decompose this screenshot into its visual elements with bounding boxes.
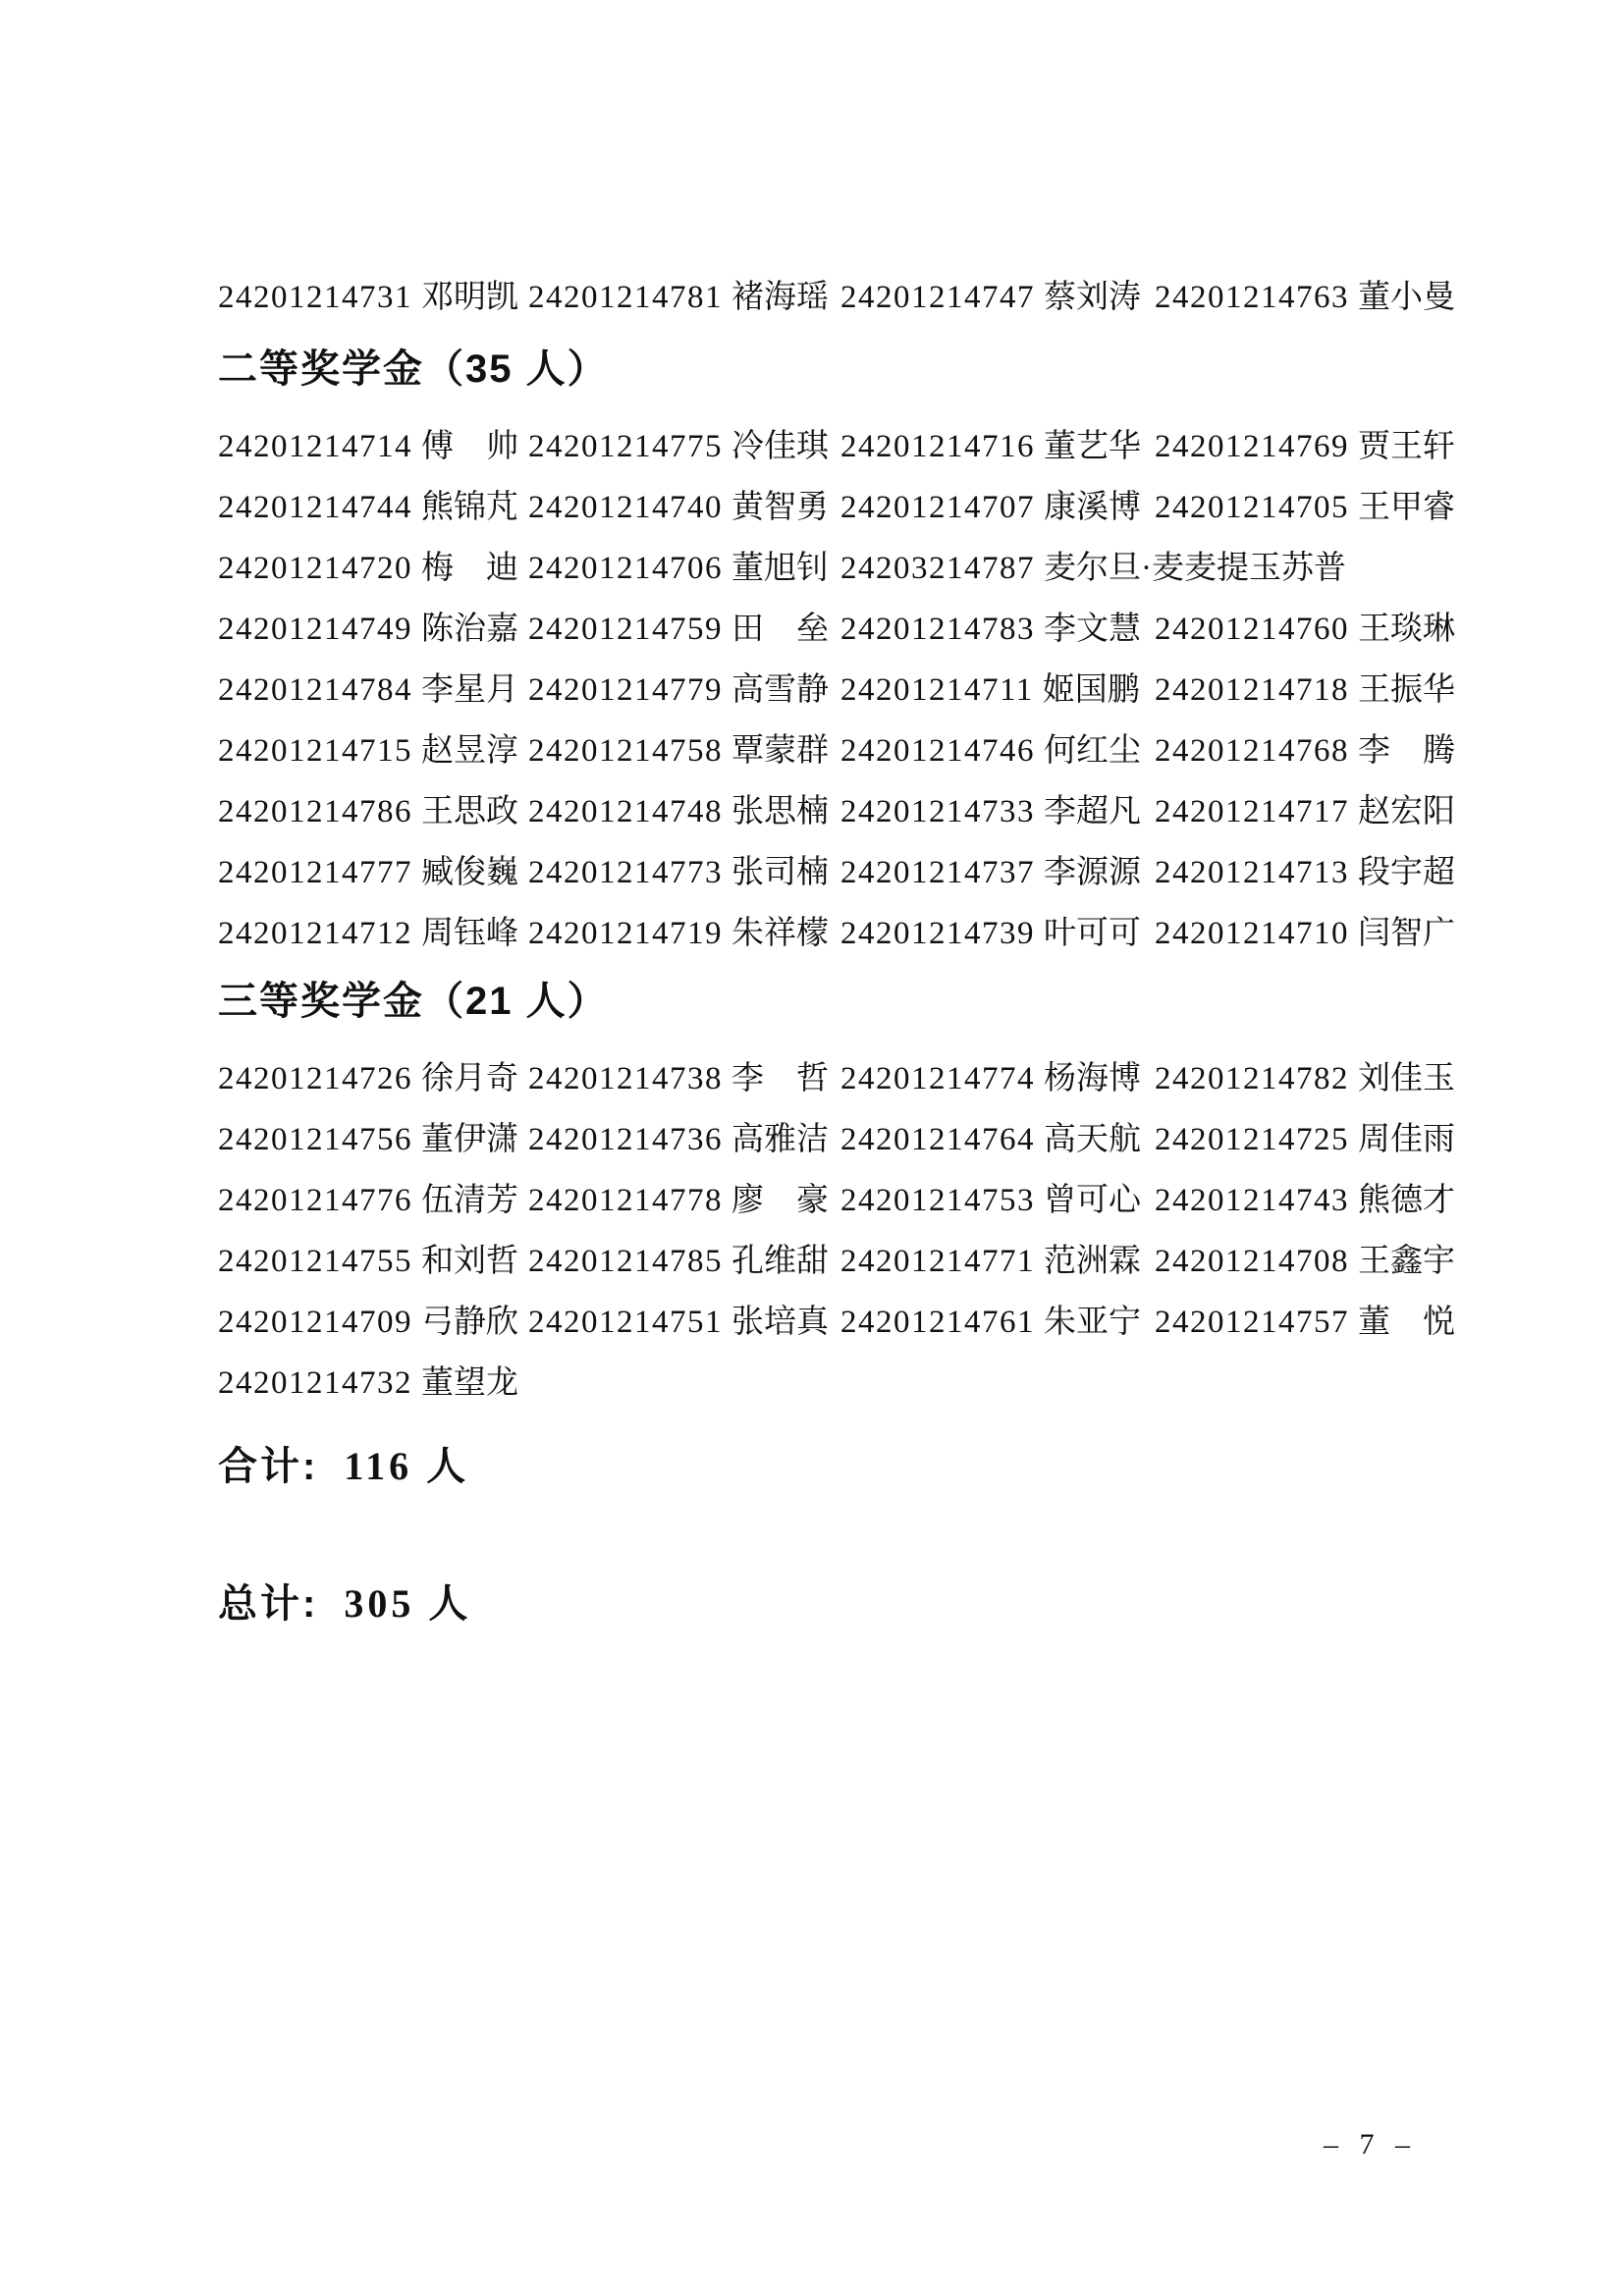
continuation-row <box>218 267 1455 328</box>
student-name: 李 腾 <box>1358 733 1455 769</box>
student-entry <box>528 1231 840 1292</box>
student-entry <box>1155 903 1455 964</box>
student-entry <box>218 1292 528 1353</box>
student-id: 24201214778 <box>528 1183 723 1218</box>
student-entry <box>840 1109 1155 1170</box>
section-rows-third-class <box>218 1048 1455 1414</box>
scholarship-row <box>218 1353 1445 1414</box>
student-name: 刘佳玉 <box>1358 1061 1455 1096</box>
student-name: 高天航 <box>1044 1122 1141 1157</box>
student-entry <box>840 538 1445 599</box>
section-title-third-class-scholarship: 三等奖学金（21 人） <box>218 980 609 1023</box>
student-id: 24201214755 <box>218 1244 412 1279</box>
student-name: 张培真 <box>731 1305 829 1340</box>
student-entry <box>218 538 528 599</box>
student-id: 24201214716 <box>840 429 1035 464</box>
scholarship-row <box>218 538 1445 599</box>
student-entry <box>1155 267 1455 328</box>
student-name: 和刘哲 <box>421 1244 518 1279</box>
student-entry <box>840 1170 1155 1231</box>
student-entry <box>218 903 528 964</box>
student-name: 张司楠 <box>731 855 829 890</box>
student-id: 24203214787 <box>840 551 1035 586</box>
student-name: 李文慧 <box>1044 612 1141 647</box>
student-id: 24201214738 <box>528 1061 723 1096</box>
student-entry <box>528 660 840 721</box>
scholarship-row <box>218 477 1455 538</box>
student-entry <box>840 903 1155 964</box>
student-name: 麦尔旦·麦麦提玉苏普 <box>1044 551 1346 586</box>
student-name: 邓明凯 <box>421 280 518 315</box>
student-name: 贾王轩 <box>1358 429 1455 464</box>
student-id: 24201214776 <box>218 1183 412 1218</box>
student-name: 董小曼 <box>1358 280 1455 315</box>
student-name: 王振华 <box>1358 672 1455 708</box>
student-id: 24201214726 <box>218 1061 412 1096</box>
student-name: 周佳雨 <box>1358 1122 1455 1157</box>
student-id: 24201214760 <box>1155 612 1349 647</box>
grand-total-value: 305 人 <box>344 1581 472 1626</box>
student-name: 王鑫宇 <box>1358 1244 1455 1279</box>
student-id: 24201214706 <box>528 551 723 586</box>
student-id: 24201214753 <box>840 1183 1035 1218</box>
student-id: 24201214712 <box>218 916 412 951</box>
student-name: 高雅洁 <box>731 1122 829 1157</box>
student-entry <box>528 842 840 903</box>
subtotal-label: 合计: <box>218 1445 319 1488</box>
student-id: 24201214720 <box>218 551 412 586</box>
student-entry <box>840 1231 1155 1292</box>
student-id: 24201214736 <box>528 1122 723 1157</box>
student-id: 24201214739 <box>840 916 1035 951</box>
scholarship-row <box>218 903 1455 964</box>
student-id: 24201214731 <box>218 280 412 315</box>
student-entry <box>840 781 1155 842</box>
student-entry <box>840 416 1155 477</box>
student-id: 24201214774 <box>840 1061 1035 1096</box>
student-entry <box>840 1292 1155 1353</box>
student-entry <box>1155 416 1455 477</box>
student-entry <box>218 842 528 903</box>
student-entry <box>1155 842 1455 903</box>
student-name: 段宇超 <box>1358 855 1455 890</box>
student-name: 廖 豪 <box>731 1183 829 1218</box>
student-entry <box>1155 781 1455 842</box>
student-name: 何红尘 <box>1044 733 1141 769</box>
student-entry <box>1155 1048 1455 1109</box>
student-id: 24201214758 <box>528 733 723 769</box>
student-id: 24201214732 <box>218 1365 412 1401</box>
student-id: 24201214746 <box>840 733 1035 769</box>
student-id: 24201214784 <box>218 672 412 708</box>
student-entry <box>528 477 840 538</box>
subtotal-value: 116 人 <box>344 1444 470 1488</box>
student-entry <box>218 267 528 328</box>
scholarship-row <box>218 1170 1455 1231</box>
student-name: 周钰峰 <box>421 916 518 951</box>
student-entry <box>218 1231 528 1292</box>
student-id: 24201214763 <box>1155 280 1349 315</box>
student-name: 李超凡 <box>1044 794 1141 829</box>
student-name: 覃蒙群 <box>731 733 829 769</box>
student-entry <box>840 842 1155 903</box>
student-id: 24201214710 <box>1155 916 1349 951</box>
student-id: 24201214711 <box>840 672 1034 708</box>
student-name: 张思楠 <box>731 794 829 829</box>
student-name: 范洲霖 <box>1044 1244 1141 1279</box>
student-name: 陈治嘉 <box>421 612 518 647</box>
student-entry <box>840 477 1155 538</box>
student-name: 康溪博 <box>1044 490 1141 525</box>
student-id: 24201214781 <box>528 280 723 315</box>
student-name: 董伊潇 <box>421 1122 518 1157</box>
student-id: 24201214748 <box>528 794 723 829</box>
student-id: 24201214764 <box>840 1122 1035 1157</box>
student-entry <box>218 599 528 660</box>
student-name: 赵昱淳 <box>421 733 518 769</box>
scholarship-row <box>218 660 1455 721</box>
student-id: 24201214786 <box>218 794 412 829</box>
student-name: 朱祥檬 <box>731 916 829 951</box>
student-entry <box>528 781 840 842</box>
student-id: 24201214719 <box>528 916 723 951</box>
student-entry <box>218 1170 528 1231</box>
student-id: 24201214761 <box>840 1305 1035 1340</box>
student-entry <box>218 416 528 477</box>
student-entry <box>528 1109 840 1170</box>
student-id: 24201214759 <box>528 612 723 647</box>
student-name: 杨海博 <box>1044 1061 1141 1096</box>
section-title-second-class-scholarship: 二等奖学金（35 人） <box>218 347 609 391</box>
student-id: 24201214715 <box>218 733 412 769</box>
page-number: – 7 – <box>1324 2128 1417 2161</box>
student-name: 蔡刘涛 <box>1044 280 1141 315</box>
student-entry <box>218 1109 528 1170</box>
student-name: 李星月 <box>421 672 518 708</box>
student-name: 闫智广 <box>1358 916 1455 951</box>
student-name: 姬国鹏 <box>1042 672 1140 708</box>
student-entry <box>528 1048 840 1109</box>
student-name: 叶可可 <box>1044 916 1141 951</box>
student-id: 24201214756 <box>218 1122 412 1157</box>
scholarship-row <box>218 842 1455 903</box>
student-id: 24201214725 <box>1155 1122 1349 1157</box>
student-id: 24201214733 <box>840 794 1035 829</box>
student-id: 24201214749 <box>218 612 412 647</box>
scholarship-row <box>218 416 1455 477</box>
student-id: 24201214777 <box>218 855 412 890</box>
student-entry <box>1155 599 1455 660</box>
student-name: 傅 帅 <box>421 429 518 464</box>
student-entry <box>528 538 840 599</box>
grand-total-label: 总计: <box>218 1582 319 1626</box>
subtotal-line <box>218 1439 1445 1494</box>
student-id: 24201214773 <box>528 855 723 890</box>
student-name: 田 垒 <box>731 612 829 647</box>
student-entry <box>528 416 840 477</box>
student-id: 24201214744 <box>218 490 412 525</box>
student-name: 伍清芳 <box>421 1183 518 1218</box>
student-entry <box>218 477 528 538</box>
student-name: 王甲睿 <box>1358 490 1455 525</box>
student-name: 黄智勇 <box>731 490 829 525</box>
scholarship-row <box>218 1109 1455 1170</box>
student-id: 24201214775 <box>528 429 723 464</box>
student-id: 24201214779 <box>528 672 723 708</box>
student-name: 董旭钊 <box>731 551 829 586</box>
student-entry <box>1155 660 1455 721</box>
grand-total-line <box>218 1576 1445 1631</box>
student-id: 24201214785 <box>528 1244 723 1279</box>
student-name: 朱亚宁 <box>1044 1305 1141 1340</box>
student-name: 王思政 <box>421 794 518 829</box>
student-id: 24201214743 <box>1155 1183 1349 1218</box>
student-entry <box>528 1292 840 1353</box>
document-content <box>218 267 1455 1631</box>
student-name: 王琰琳 <box>1358 612 1455 647</box>
student-id: 24201214718 <box>1155 672 1349 708</box>
student-id: 24201214717 <box>1155 794 1349 829</box>
student-entry <box>1155 477 1455 538</box>
scholarship-row <box>218 1292 1455 1353</box>
student-id: 24201214768 <box>1155 733 1349 769</box>
student-entry <box>1155 1231 1455 1292</box>
section-rows-second-class <box>218 416 1455 964</box>
student-name: 董 悦 <box>1358 1305 1455 1340</box>
student-entry <box>1155 1170 1455 1231</box>
student-entry <box>528 599 840 660</box>
student-entry <box>1155 1292 1455 1353</box>
student-id: 24201214709 <box>218 1305 412 1340</box>
student-id: 24201214782 <box>1155 1061 1349 1096</box>
scholarship-row <box>218 599 1455 660</box>
scholarship-row <box>218 781 1455 842</box>
student-name: 曾可心 <box>1044 1183 1141 1218</box>
student-entry <box>218 1048 528 1109</box>
student-id: 24201214737 <box>840 855 1035 890</box>
student-id: 24201214740 <box>528 490 723 525</box>
student-name: 赵宏阳 <box>1358 794 1455 829</box>
student-name: 梅 迪 <box>421 551 518 586</box>
student-name: 冷佳琪 <box>731 429 829 464</box>
student-entry <box>840 1048 1155 1109</box>
student-entry <box>1155 1109 1455 1170</box>
student-name: 徐月奇 <box>421 1061 518 1096</box>
student-id: 24201214747 <box>840 280 1035 315</box>
student-entry <box>218 660 528 721</box>
student-entry <box>528 903 840 964</box>
student-name: 李源源 <box>1044 855 1141 890</box>
student-entry <box>840 267 1155 328</box>
student-entry <box>218 1353 528 1414</box>
student-id: 24201214705 <box>1155 490 1349 525</box>
student-name: 董艺华 <box>1044 429 1141 464</box>
scholarship-row <box>218 721 1455 781</box>
student-entry <box>840 660 1155 721</box>
student-id: 24201214771 <box>840 1244 1035 1279</box>
student-entry <box>218 781 528 842</box>
student-name: 高雪静 <box>731 672 829 708</box>
scholarship-row <box>218 1231 1455 1292</box>
student-entry <box>218 721 528 781</box>
student-name: 李 哲 <box>731 1061 829 1096</box>
student-id: 24201214757 <box>1155 1305 1349 1340</box>
student-name: 熊锦芃 <box>421 490 518 525</box>
student-id: 24201214708 <box>1155 1244 1349 1279</box>
student-id: 24201214714 <box>218 429 412 464</box>
student-id: 24201214707 <box>840 490 1035 525</box>
student-entry <box>528 1170 840 1231</box>
student-name: 褚海瑶 <box>731 280 829 315</box>
student-name: 弓静欣 <box>421 1305 518 1340</box>
student-id: 24201214713 <box>1155 855 1349 890</box>
student-name: 臧俊巍 <box>421 855 518 890</box>
student-name: 孔维甜 <box>731 1244 829 1279</box>
student-name: 熊德才 <box>1358 1183 1455 1218</box>
student-entry <box>1155 721 1455 781</box>
student-entry <box>840 599 1155 660</box>
student-id: 24201214751 <box>528 1305 723 1340</box>
student-id: 24201214769 <box>1155 429 1349 464</box>
student-entry <box>528 721 840 781</box>
scholarship-row <box>218 1048 1455 1109</box>
student-entry <box>840 721 1155 781</box>
student-name: 董望龙 <box>421 1365 518 1401</box>
student-entry <box>528 267 840 328</box>
student-id: 24201214783 <box>840 612 1035 647</box>
